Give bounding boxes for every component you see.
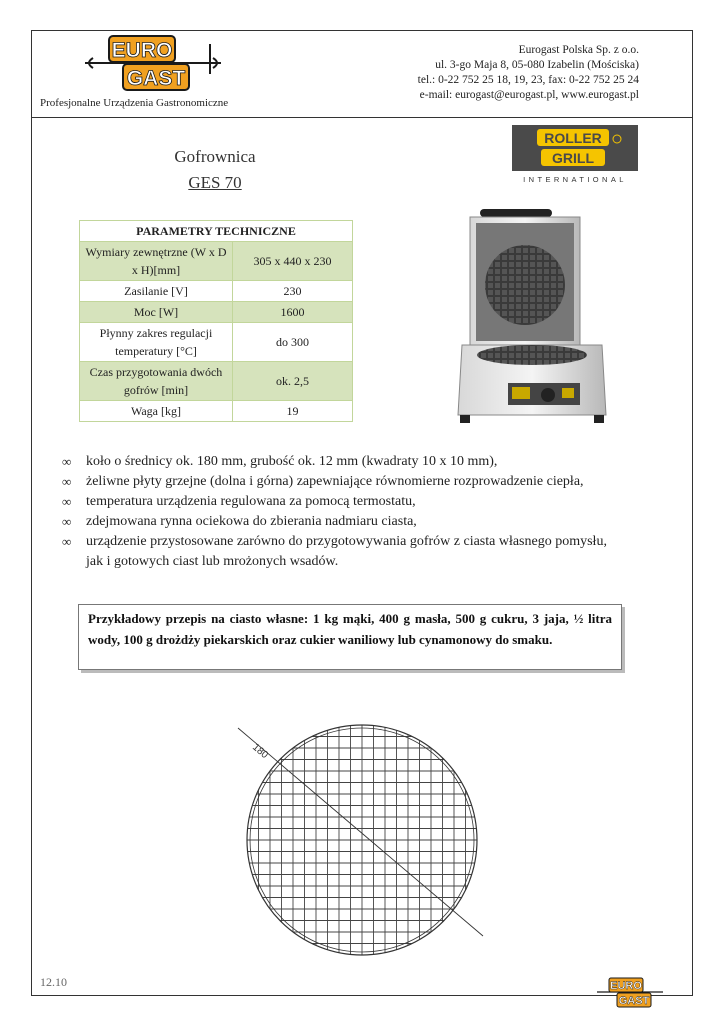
list-item: [62, 492, 622, 512]
infinity-bullet-icon: ∞: [62, 474, 72, 489]
infinity-bullet-icon: ∞: [62, 534, 72, 549]
spec-label: Moc [W]: [80, 302, 233, 323]
roller-grill-logo: [511, 124, 643, 191]
waffle-grid-drawing: [230, 710, 500, 965]
roller-text: ROLLER: [544, 130, 602, 146]
recipe-box: Przykładowy przepis na ciasto własne: 1 kg mąki, 400 g masła, 500 g cukru, 3 jaja, ½ litra wody, 100 g drożdży piekarskich oraz cukier waniliowy lub cynamonowy do smaku.: [78, 604, 622, 670]
header-divider: [31, 117, 693, 118]
logo-text-bottom: GAST: [126, 67, 186, 90]
feature-text: zdejmowana rynna ociekowa do zbierania nadmiaru ciasta,: [86, 514, 417, 529]
spec-heading: PARAMETRY TECHNICZNE: [80, 221, 353, 242]
table-row: [80, 281, 353, 302]
table-row: [80, 323, 353, 362]
feature-text: żeliwne płyty grzejne (dolna i górna) zapewniające równomierne rozprowadzenie ciepła,: [86, 474, 584, 489]
waffle-machine-image: [452, 205, 612, 435]
company-phone: tel.: 0-22 752 25 18, 19, 23, fax: 0-22 752 25 24: [417, 74, 639, 86]
list-item: [62, 512, 622, 532]
small-logo-top: EURO: [610, 980, 642, 992]
infinity-bullet-icon: ∞: [62, 514, 72, 529]
infinity-bullet-icon: ∞: [62, 454, 72, 469]
feature-list: [62, 452, 622, 572]
logo-text-top: EURO: [111, 39, 173, 62]
small-logo-bottom: GAST: [618, 995, 650, 1007]
contact-block: [418, 43, 639, 103]
product-title: [140, 144, 290, 196]
company-email: e-mail: eurogast@eurogast.pl, www.eurogast.pl: [419, 89, 639, 101]
grill-text: GRILL: [552, 150, 594, 166]
product-name: Gofrownica: [174, 147, 256, 166]
spec-label: Płynny zakres regulacji temperatury [°C]: [80, 323, 233, 362]
spec-label: Czas przygotowania dwóch gofrów [min]: [80, 362, 233, 401]
spec-table: [79, 220, 353, 422]
document-code: 12.10: [40, 975, 67, 989]
list-item: [62, 452, 622, 472]
international-text: INTERNATIONAL: [523, 175, 627, 184]
eurogast-small-logo: [595, 976, 665, 1015]
feature-text: urządzenie przystosowane zarówno do przygotowywania gofrów z ciasta własnego pomysłu, jak i gotowych ciast lub mrożonych wsadów.: [86, 534, 607, 569]
spec-label: Waga [kg]: [80, 401, 233, 422]
list-item: [62, 472, 622, 492]
feature-text: temperatura urządzenia regulowana za pomocą termostatu,: [86, 494, 416, 509]
spec-value: ok. 2,5: [233, 362, 353, 401]
feature-text: koło o średnicy ok. 180 mm, grubość ok. 12 mm (kwadraty 10 x 10 mm),: [86, 454, 498, 469]
table-row: [80, 362, 353, 401]
spec-value: 305 x 440 x 230: [233, 242, 353, 281]
eurogast-logo: [83, 34, 223, 99]
company-address: ul. 3-go Maja 8, 05-080 Izabelin (Mościska): [435, 59, 639, 71]
spec-label: Wymiary zewnętrzne (W x D x H)[mm]: [80, 242, 233, 281]
spec-value: 1600: [233, 302, 353, 323]
diameter-label: 180: [250, 741, 270, 762]
product-model: GES 70: [188, 173, 242, 192]
tagline: Profesjonalne Urządzenia Gastronomiczne: [40, 97, 229, 109]
table-row: [80, 302, 353, 323]
spec-value: do 300: [233, 323, 353, 362]
spec-value: 230: [233, 281, 353, 302]
spec-label: Zasilanie [V]: [80, 281, 233, 302]
list-item: [62, 532, 622, 572]
infinity-bullet-icon: ∞: [62, 494, 72, 509]
spec-value: 19: [233, 401, 353, 422]
company-name: Eurogast Polska Sp. z o.o.: [518, 44, 639, 56]
table-row: [80, 401, 353, 422]
table-row: [80, 242, 353, 281]
